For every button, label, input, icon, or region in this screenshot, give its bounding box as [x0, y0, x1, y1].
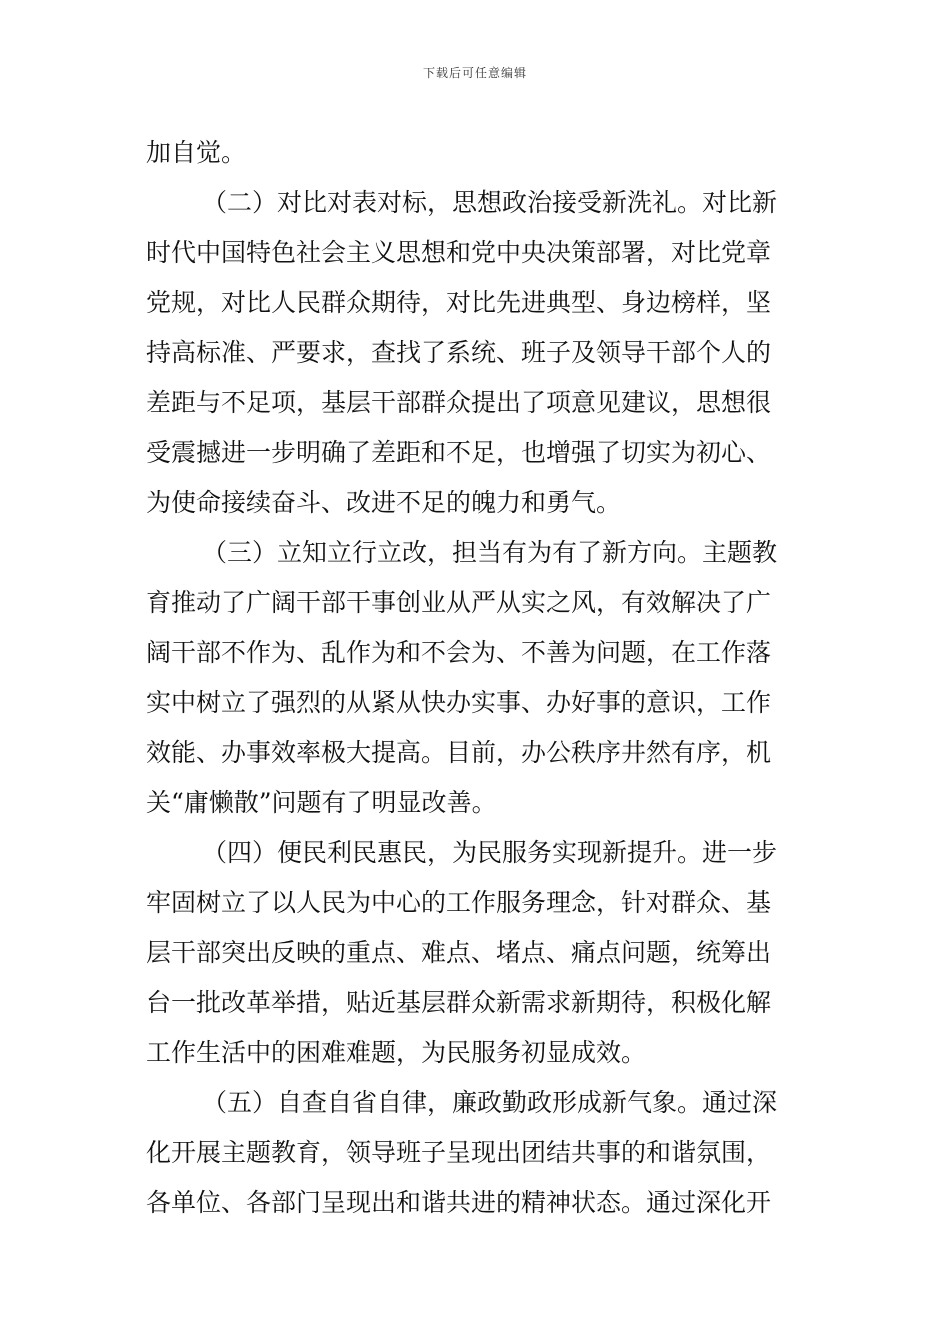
page-header: 下载后可任意编辑	[422, 66, 527, 80]
text-line: 加自觉。	[146, 138, 247, 167]
paragraph-start-line: （二）对比对表对标，思想政治接受新洗礼。对比新	[202, 188, 778, 217]
text-line: 化开展主题教育，领导班子呈现出团结共事的和谐氛围，	[146, 1138, 772, 1167]
text-line: 差距与不足项，基层干部群众提出了项意见建议，思想很	[146, 388, 772, 417]
text-line: 持高标准、严要求，查找了系统、班子及领导干部个人的	[146, 338, 772, 367]
text-line: 受震撼进一步明确了差距和不足，也增强了切实为初心、	[146, 438, 772, 467]
paragraph-start-line: （五）自查自省自律，廉政勤政形成新气象。通过深	[202, 1088, 778, 1117]
text-line: 阔干部不作为、乱作为和不会为、不善为问题，在工作落	[146, 638, 772, 667]
text-line: 时代中国特色社会主义思想和党中央决策部署，对比党章	[146, 238, 772, 267]
text-line: 牢固树立了以人民为中心的工作服务理念，针对群众、基	[146, 888, 772, 917]
paragraph-start-line: （四）便民利民惠民，为民服务实现新提升。进一步	[202, 838, 778, 867]
text-line: 效能、办事效率极大提高。目前，办公秩序井然有序，机	[146, 738, 772, 767]
text-line: 实中树立了强烈的从紧从快办实事、办好事的意识，工作	[146, 688, 772, 717]
text-line: 育推动了广阔干部干事创业从严从实之风，有效解决了广	[146, 588, 772, 617]
text-line: 关“庸懒散”问题有了明显改善。	[146, 788, 497, 817]
text-line: 党规，对比人民群众期待，对比先进典型、身边榜样，坚	[146, 288, 772, 317]
text-line: 各单位、各部门呈现出和谐共进的精神状态。通过深化开	[146, 1188, 772, 1217]
text-line: 工作生活中的困难难题，为民服务初显成效。	[146, 1038, 647, 1067]
text-line: 为使命接续奋斗、改进不足的魄力和勇气。	[146, 488, 622, 517]
text-line: 层干部突出反映的重点、难点、堵点、痛点问题，统筹出	[146, 938, 772, 967]
document-body	[146, 128, 806, 1228]
text-line: 台一批改革举措，贴近基层群众新需求新期待，积极化解	[146, 988, 772, 1017]
paragraph-start-line: （三）立知立行立改，担当有为有了新方向。主题教	[202, 538, 778, 567]
